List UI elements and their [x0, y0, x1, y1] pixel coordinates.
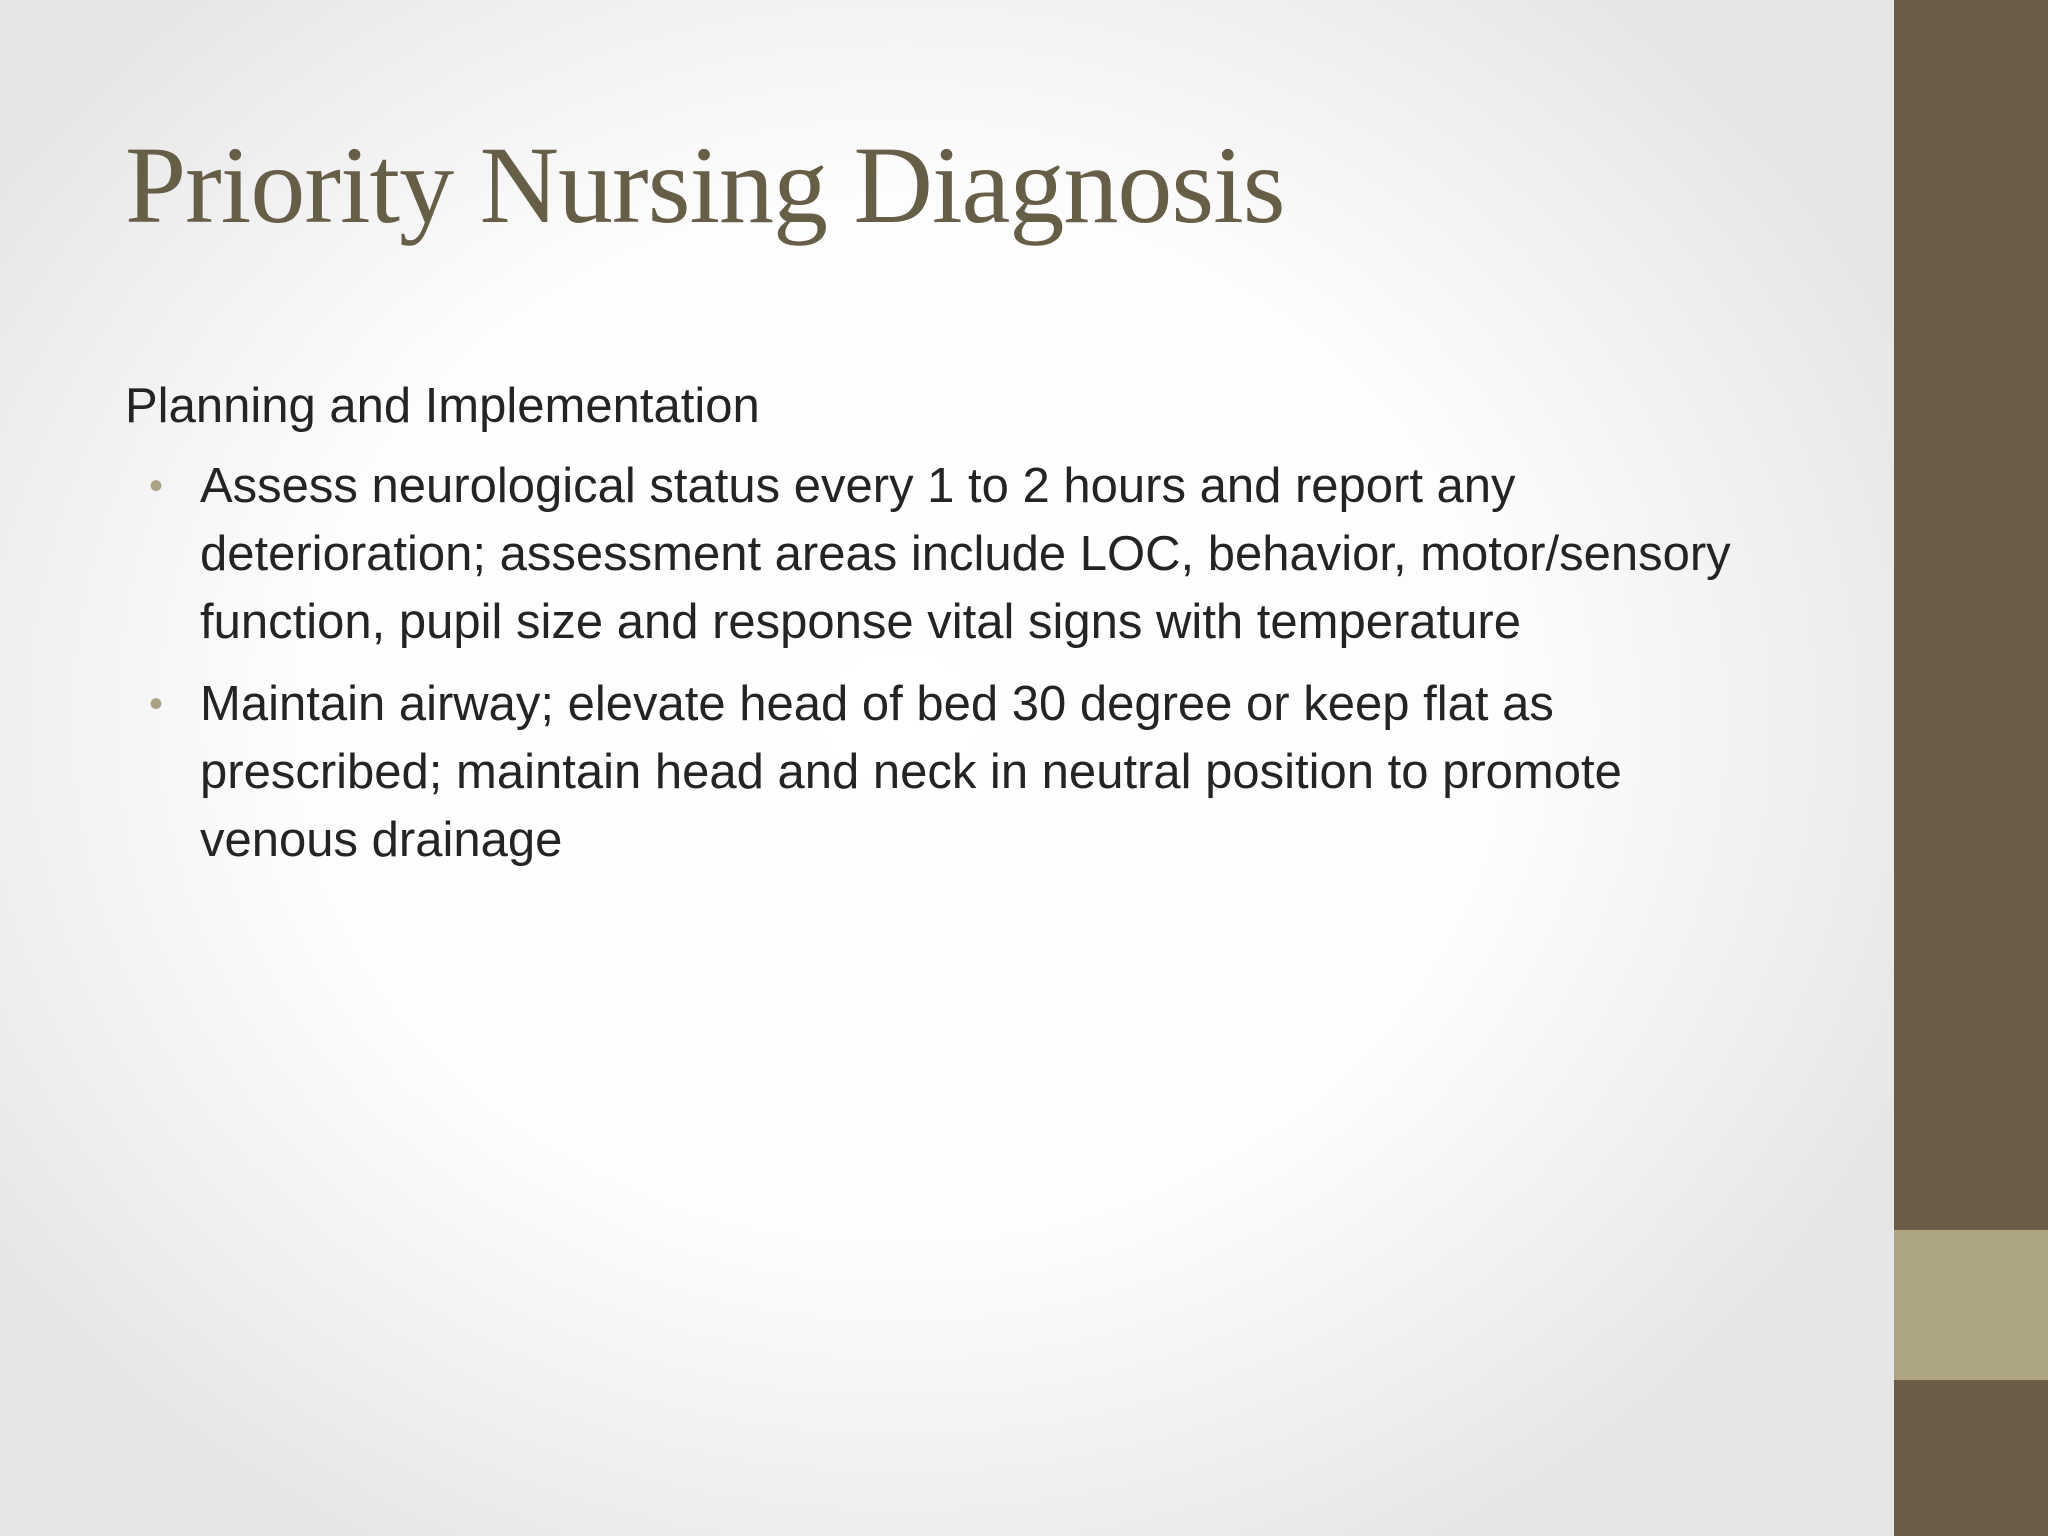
- bullet-item: [125, 452, 1765, 656]
- bullet-list: [125, 452, 1765, 874]
- bullet-item: [125, 670, 1765, 874]
- section-subheading: Planning and Implementation: [125, 379, 760, 433]
- slide-content: [125, 372, 1765, 888]
- bullet-text: Maintain airway; elevate head of bed 30 degree or keep flat as prescribed; maintain head and neck in neutral position to promote venous drainage: [200, 677, 1622, 867]
- bullet-text: Assess neurological status every 1 to 2 hours and report any deterioration; assessment areas include LOC, behavior, motor/sensory function, pupil size and response vital signs with temperature: [200, 459, 1731, 649]
- bullet-marker-icon: •: [149, 682, 164, 726]
- slide-title: Priority Nursing Diagnosis: [125, 124, 1285, 246]
- side-accent-block: [1894, 1230, 2048, 1380]
- bullet-marker-icon: •: [149, 464, 164, 508]
